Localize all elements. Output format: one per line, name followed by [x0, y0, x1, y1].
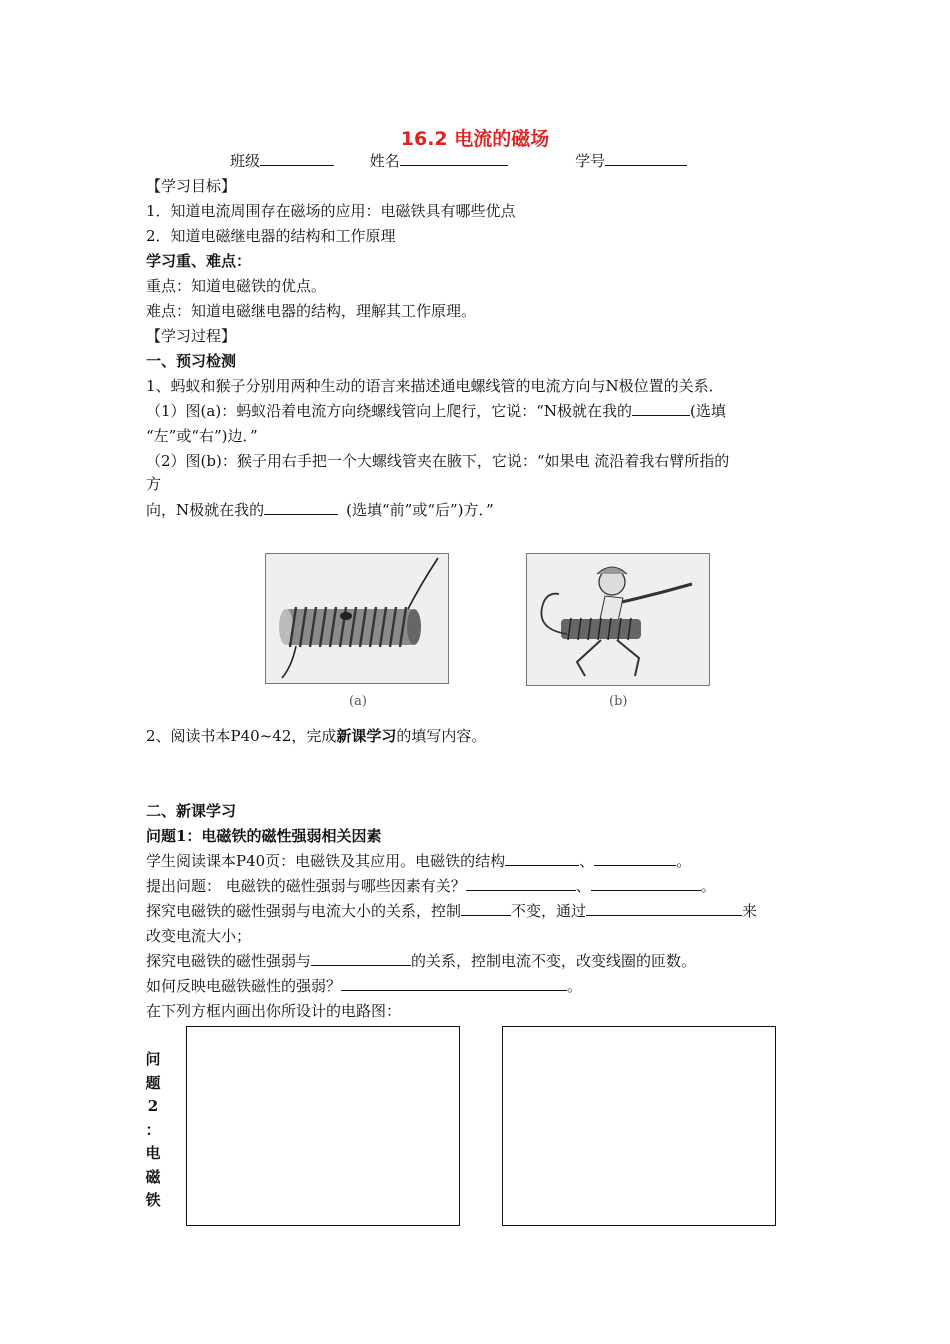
lesson-line-6: 如何反映电磁铁磁性的强弱？ 。 [146, 977, 583, 995]
control-blank[interactable] [461, 901, 511, 916]
figure-b-label: (b) [609, 694, 628, 709]
key-points-heading: 学习重、难点： [146, 252, 252, 270]
difficult-point: 难点：知道电磁继电器的结构，理解其工作原理。 [146, 302, 477, 320]
lesson-line-4: 改变电流大小； [146, 927, 252, 945]
page-title: 16.2 电流的磁场 [400, 128, 550, 150]
lesson-line-3: 探究电磁铁的磁性强弱与电流大小的关系，控制 不变，通过 来 [146, 902, 758, 920]
header-line [230, 151, 687, 171]
structure-blank-1[interactable] [505, 851, 579, 866]
preview-q1b-cont: 向，N极就在我的 (选填“前”或“后”)方．” [146, 501, 494, 519]
objective-1: 1．知道电流周围存在磁场的应用：电磁铁具有哪些优点 [146, 202, 516, 220]
preview-q1a: （1）图(a)：蚂蚁沿着电流方向绕螺线管向上爬行，它说：“N极就在我的 (选填 [146, 402, 726, 420]
q1a-blank[interactable] [632, 401, 690, 416]
objectives-heading: 【学习目标】 [146, 177, 237, 195]
name-blank[interactable] [400, 151, 508, 166]
lesson-line-7: 在下列方框内画出你所设计的电路图： [146, 1002, 402, 1020]
id-blank[interactable] [605, 151, 687, 166]
problem2-vertical-label: 问 题 2 ： 电 磁 铁 [145, 1050, 161, 1209]
factor-blank-1[interactable] [466, 876, 576, 891]
monkey-illustration [527, 554, 709, 685]
new-lesson-heading: 二、新课学习 [146, 802, 237, 820]
reflect-blank[interactable] [341, 976, 567, 991]
method-blank[interactable] [586, 901, 742, 916]
circuit-drawing-box-2[interactable] [502, 1026, 776, 1226]
id-label: 学号 [575, 152, 606, 170]
structure-blank-2[interactable] [594, 851, 676, 866]
lesson-line-2: 提出问题： 电磁铁的磁性强弱与哪些因素有关？ 、 。 [146, 877, 716, 895]
circuit-drawing-box-1[interactable] [186, 1026, 460, 1226]
factor-blank-2[interactable] [591, 876, 701, 891]
figure-b-monkey [526, 553, 710, 686]
relation-blank[interactable] [311, 951, 411, 966]
lesson-line-5: 探究电磁铁的磁性强弱与 的关系，控制电流不变，改变线圈的匝数。 [146, 952, 697, 970]
figure-a-label: (a) [349, 694, 367, 709]
lesson-line-1: 学生阅读课本P40页：电磁铁及其应用。电磁铁的结构 、 。 [146, 852, 692, 870]
q1b-blank[interactable] [264, 500, 338, 515]
class-blank[interactable] [260, 151, 334, 166]
class-label: 班级 [230, 152, 261, 170]
problem1-heading: 问题1：电磁铁的磁性强弱相关因素 [146, 827, 382, 845]
name-label: 姓名 [369, 152, 400, 170]
process-heading: 【学习过程】 [146, 327, 237, 345]
preview-q1b: （2）图(b)：猴子用右手把一个大螺线管夹在腋下，它说：“如果电 流沿着我右臂所指的 [146, 452, 730, 470]
objective-2: 2．知道电磁继电器的结构和工作原理 [146, 227, 396, 245]
preview-q2: 2、阅读书本P40~42，完成新课学习的填写内容。 [146, 727, 487, 745]
key-point: 重点：知道电磁铁的优点。 [146, 277, 327, 295]
figure-a-solenoid [265, 553, 449, 684]
preview-q1b-wrap: 方 [146, 475, 162, 493]
preview-q1: 1、蚂蚁和猴子分别用两种生动的语言来描述通电螺线管的电流方向与N极位置的关系． [146, 377, 724, 395]
preview-q1a-cont: “左”或“右”)边．” [146, 427, 258, 445]
solenoid-illustration [266, 554, 448, 683]
preview-heading: 一、预习检测 [146, 352, 237, 370]
